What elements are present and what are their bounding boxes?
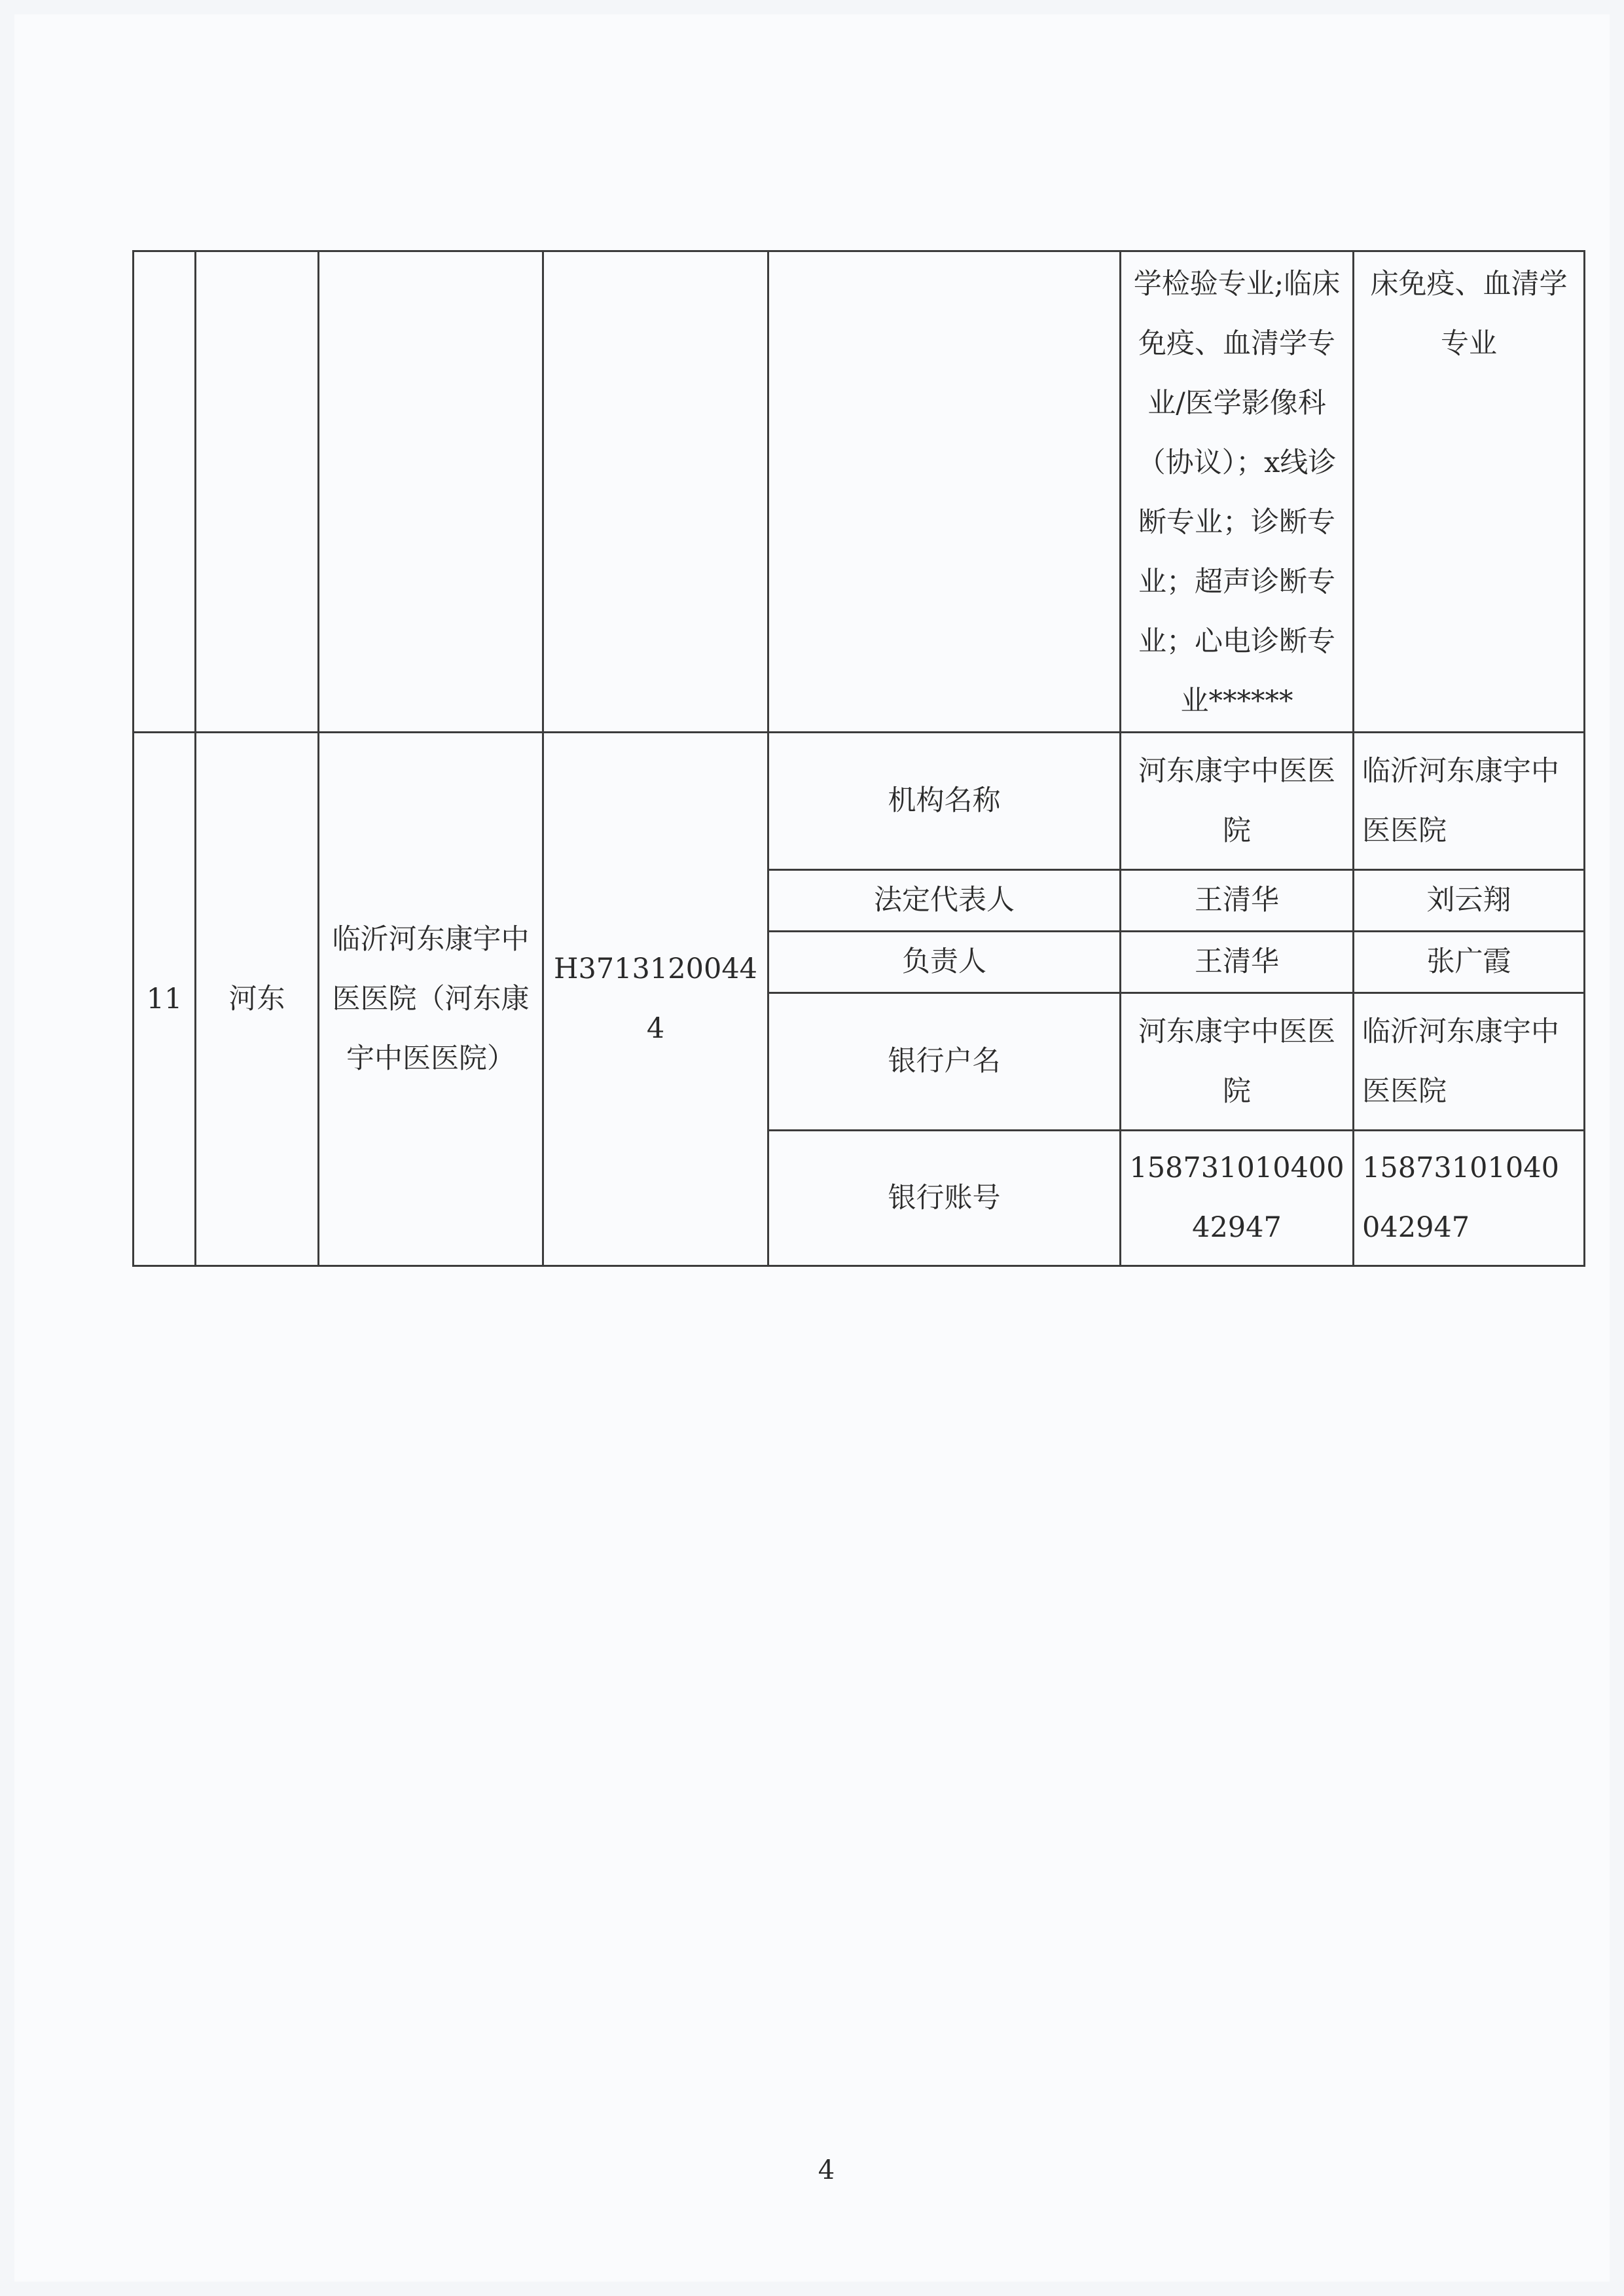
cell-code: H37131200444 <box>543 733 768 1266</box>
cell-field-empty <box>768 251 1121 733</box>
cell-before-value: 王清华 <box>1121 870 1354 932</box>
cell-before-value: 王清华 <box>1121 932 1354 993</box>
cell-field-label: 法定代表人 <box>768 870 1121 932</box>
cell-before-value: 河东康宇中医医院 <box>1121 993 1354 1131</box>
cell-after-value: 15873101040042947 <box>1354 1131 1585 1266</box>
cell-org-name: 临沂河东康宇中医医院（河东康宇中医医院） <box>319 733 543 1266</box>
table-row <box>134 733 1585 870</box>
continuation-row <box>134 251 1585 733</box>
cell-field-label: 机构名称 <box>768 733 1121 870</box>
cell-after-value: 临沂河东康宇中医医院 <box>1354 993 1585 1131</box>
cell-index: 11 <box>134 733 196 1266</box>
cell-field-label: 银行账号 <box>768 1131 1121 1266</box>
document-page <box>14 14 1610 2282</box>
change-table <box>132 250 1585 1267</box>
cell-after-value: 张广霞 <box>1354 932 1585 993</box>
page-number: 4 <box>818 2155 835 2185</box>
cell-index-empty <box>134 251 196 733</box>
cell-org-empty <box>319 251 543 733</box>
cell-before-scope: 学检验专业;临床免疫、血清学专业/医学影像科（协议）；x线诊断专业；诊断专业；超声诊断专业；心电诊断专业****** <box>1121 251 1354 733</box>
cell-district-empty <box>196 251 319 733</box>
cell-after-value: 临沂河东康宇中医医院 <box>1354 733 1585 870</box>
cell-code-empty <box>543 251 768 733</box>
cell-field-label: 负责人 <box>768 932 1121 993</box>
cell-field-label: 银行户名 <box>768 993 1121 1131</box>
cell-after-scope: 床免疫、血清学专业 <box>1354 251 1585 733</box>
cell-district: 河东 <box>196 733 319 1266</box>
cell-before-value: 15873101040042947 <box>1121 1131 1354 1266</box>
cell-before-value: 河东康宇中医医院 <box>1121 733 1354 870</box>
cell-after-value: 刘云翔 <box>1354 870 1585 932</box>
